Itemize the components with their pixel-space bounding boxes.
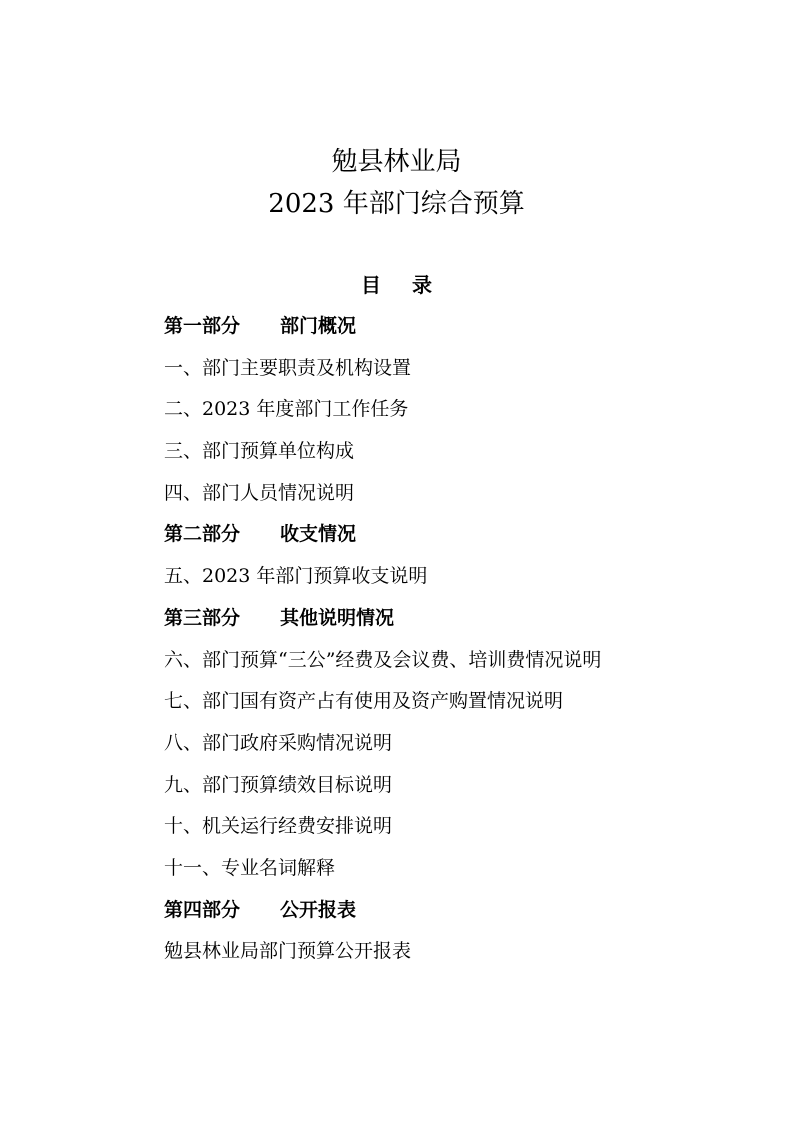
toc-item[interactable]: 四、部门人员情况说明 [164, 481, 355, 504]
part-number: 第四部分 [164, 898, 241, 921]
part-number: 第三部分 [164, 606, 241, 629]
document-subtitle: 2023 年部门综合预算 [268, 189, 525, 219]
toc-item[interactable]: 十、机关运行经费安排说明 [164, 815, 393, 838]
toc-part-1[interactable] [164, 313, 764, 355]
toc-item[interactable]: 八、部门政府采购情况说明 [164, 731, 393, 754]
toc-item[interactable]: 二、2023 年度部门工作任务 [164, 398, 409, 421]
toc-part-4[interactable] [164, 897, 764, 939]
part-title: 其他说明情况 [280, 606, 395, 629]
toc-item[interactable]: 勉县林业局部门预算公开报表 [164, 940, 412, 963]
toc-part-2[interactable] [164, 521, 764, 563]
toc-heading: 目 录 [361, 273, 444, 297]
toc-item[interactable]: 七、部门国有资产占有使用及资产购置情况说明 [164, 690, 564, 713]
part-number: 第二部分 [164, 523, 241, 546]
toc-item[interactable]: 一、部门主要职责及机构设置 [164, 356, 412, 379]
toc-item[interactable]: 六、部门预算“三公”经费及会议费、培训费情况说明 [164, 648, 602, 671]
toc-item[interactable]: 三、部门预算单位构成 [164, 440, 355, 463]
table-of-contents [164, 313, 764, 980]
part-title: 公开报表 [280, 898, 357, 921]
toc-part-3[interactable] [164, 605, 764, 647]
document-title: 勉县林业局 [331, 147, 462, 177]
part-title: 部门概况 [280, 315, 357, 337]
part-number: 第一部分 [164, 315, 241, 337]
toc-item[interactable]: 九、部门预算绩效目标说明 [164, 773, 393, 796]
toc-item[interactable]: 五、2023 年部门预算收支说明 [164, 565, 428, 588]
toc-item[interactable]: 十一、专业名词解释 [164, 856, 336, 879]
part-title: 收支情况 [280, 523, 357, 546]
